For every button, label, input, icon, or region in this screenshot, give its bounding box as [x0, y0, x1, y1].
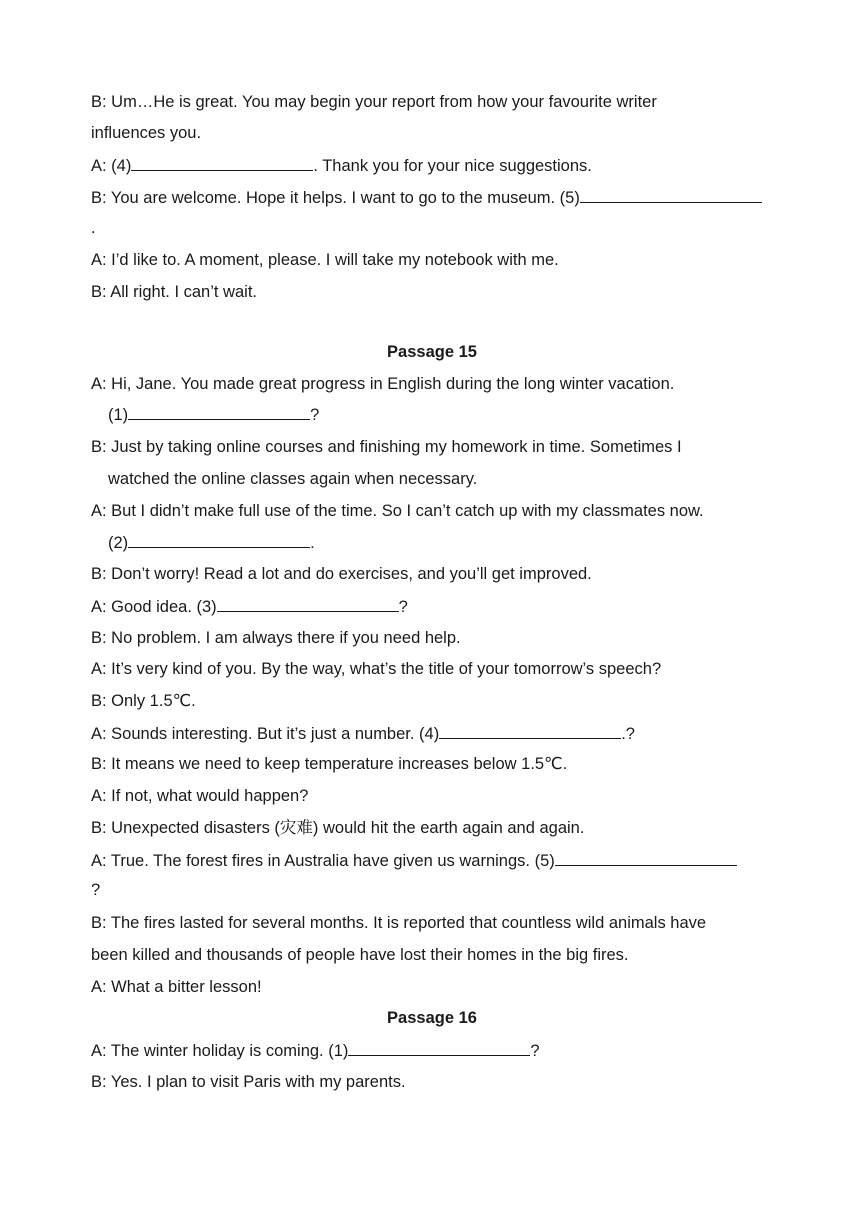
- dialogue-text: B: You are welcome. Hope it helps. I want to go to the museum. (5): [91, 189, 580, 207]
- dialogue-line: [91, 659, 661, 679]
- passage-title: Passage 16: [387, 1009, 477, 1027]
- dialogue-line: [91, 754, 567, 774]
- dialogue-text: A: (4): [91, 157, 132, 175]
- dialogue-line: [91, 155, 592, 176]
- dialogue-line: [91, 564, 592, 584]
- dialogue-line: [91, 880, 100, 900]
- dialogue-line: [91, 850, 737, 871]
- dialogue-text: B: Um…He is great. You may begin your report from how your favourite writer: [91, 93, 657, 111]
- dialogue-text: influences you.: [91, 124, 202, 142]
- dialogue-line: [91, 218, 96, 238]
- dialogue-text: B: Just by taking online courses and finishing my homework in time. Sometimes I: [91, 438, 682, 456]
- dialogue-text: A: I’d like to. A moment, please. I will take my notebook with me.: [91, 251, 559, 269]
- answer-blank[interactable]: [128, 532, 310, 548]
- dialogue-text: ?: [398, 598, 408, 616]
- dialogue-line: [91, 374, 674, 394]
- dialogue-text: A: True. The forest fires in Australia have given us warnings. (5): [91, 852, 555, 870]
- dialogue-line: [91, 913, 706, 933]
- dialogue-line: [91, 786, 308, 806]
- dialogue-line: [91, 628, 461, 648]
- dialogue-text: B: Yes. I plan to visit Paris with my parents.: [91, 1073, 406, 1091]
- dialogue-text: ?: [530, 1042, 540, 1060]
- dialogue-text: .: [310, 534, 315, 552]
- dialogue-line: [91, 123, 201, 143]
- dialogue-line: [91, 501, 704, 521]
- dialogue-text: B: Unexpected disasters (灾难) would hit the earth again and again.: [91, 819, 585, 837]
- dialogue-line: [91, 282, 257, 302]
- answer-blank[interactable]: [555, 850, 737, 866]
- dialogue-line: [91, 945, 629, 965]
- dialogue-line: [108, 532, 315, 553]
- answer-blank[interactable]: [128, 404, 310, 420]
- dialogue-line: [91, 818, 584, 838]
- dialogue-line: [108, 469, 477, 489]
- dialogue-text: A: Sounds interesting. But it’s just a number. (4): [91, 725, 440, 743]
- dialogue-line: [91, 437, 682, 457]
- dialogue-text: A: The winter holiday is coming. (1): [91, 1042, 349, 1060]
- dialogue-text: (2): [108, 534, 129, 552]
- dialogue-text: been killed and thousands of people have lost their homes in the big fires.: [91, 946, 629, 964]
- dialogue-text: .: [91, 219, 96, 237]
- dialogue-text: B: No problem. I am always there if you need help.: [91, 629, 461, 647]
- dialogue-line: [91, 1040, 540, 1061]
- dialogue-text: B: All right. I can’t wait.: [91, 283, 257, 301]
- dialogue-line: [91, 977, 262, 997]
- dialogue-line: [91, 187, 762, 208]
- dialogue-text: A: It’s very kind of you. By the way, what’s the title of your tomorrow’s speech?: [91, 660, 662, 678]
- dialogue-text: watched the online classes again when necessary.: [108, 470, 478, 488]
- dialogue-line: [91, 691, 196, 711]
- dialogue-line: [91, 723, 635, 744]
- dialogue-text: A: If not, what would happen?: [91, 787, 309, 805]
- dialogue-line: [91, 92, 657, 112]
- answer-blank[interactable]: [580, 187, 762, 203]
- dialogue-line: [108, 404, 319, 425]
- answer-blank[interactable]: [217, 596, 399, 612]
- answer-blank[interactable]: [348, 1040, 530, 1056]
- answer-blank[interactable]: [131, 155, 313, 171]
- dialogue-line: [91, 250, 559, 270]
- dialogue-text: A: What a bitter lesson!: [91, 978, 262, 996]
- dialogue-text: A: Hi, Jane. You made great progress in English during the long winter vacation.: [91, 375, 675, 393]
- dialogue-text: A: Good idea. (3): [91, 598, 217, 616]
- dialogue-text: ?: [310, 406, 320, 424]
- passage-title: Passage 15: [387, 343, 477, 361]
- dialogue-text: . Thank you for your nice suggestions.: [313, 157, 592, 175]
- dialogue-text: B: Only 1.5℃.: [91, 692, 196, 710]
- dialogue-text: (1): [108, 406, 129, 424]
- dialogue-text: B: Don’t worry! Read a lot and do exercises, and you’ll get improved.: [91, 565, 592, 583]
- dialogue-text: A: But I didn’t make full use of the time. So I can’t catch up with my classmates now.: [91, 502, 704, 520]
- dialogue-text: ?: [91, 881, 101, 899]
- dialogue-line: [91, 596, 408, 617]
- dialogue-text: .?: [621, 725, 635, 743]
- answer-blank[interactable]: [439, 723, 621, 739]
- dialogue-text: B: The fires lasted for several months. It is reported that countless wild animals have: [91, 914, 707, 932]
- dialogue-line: [91, 1072, 406, 1092]
- dialogue-text: B: It means we need to keep temperature increases below 1.5℃.: [91, 755, 568, 773]
